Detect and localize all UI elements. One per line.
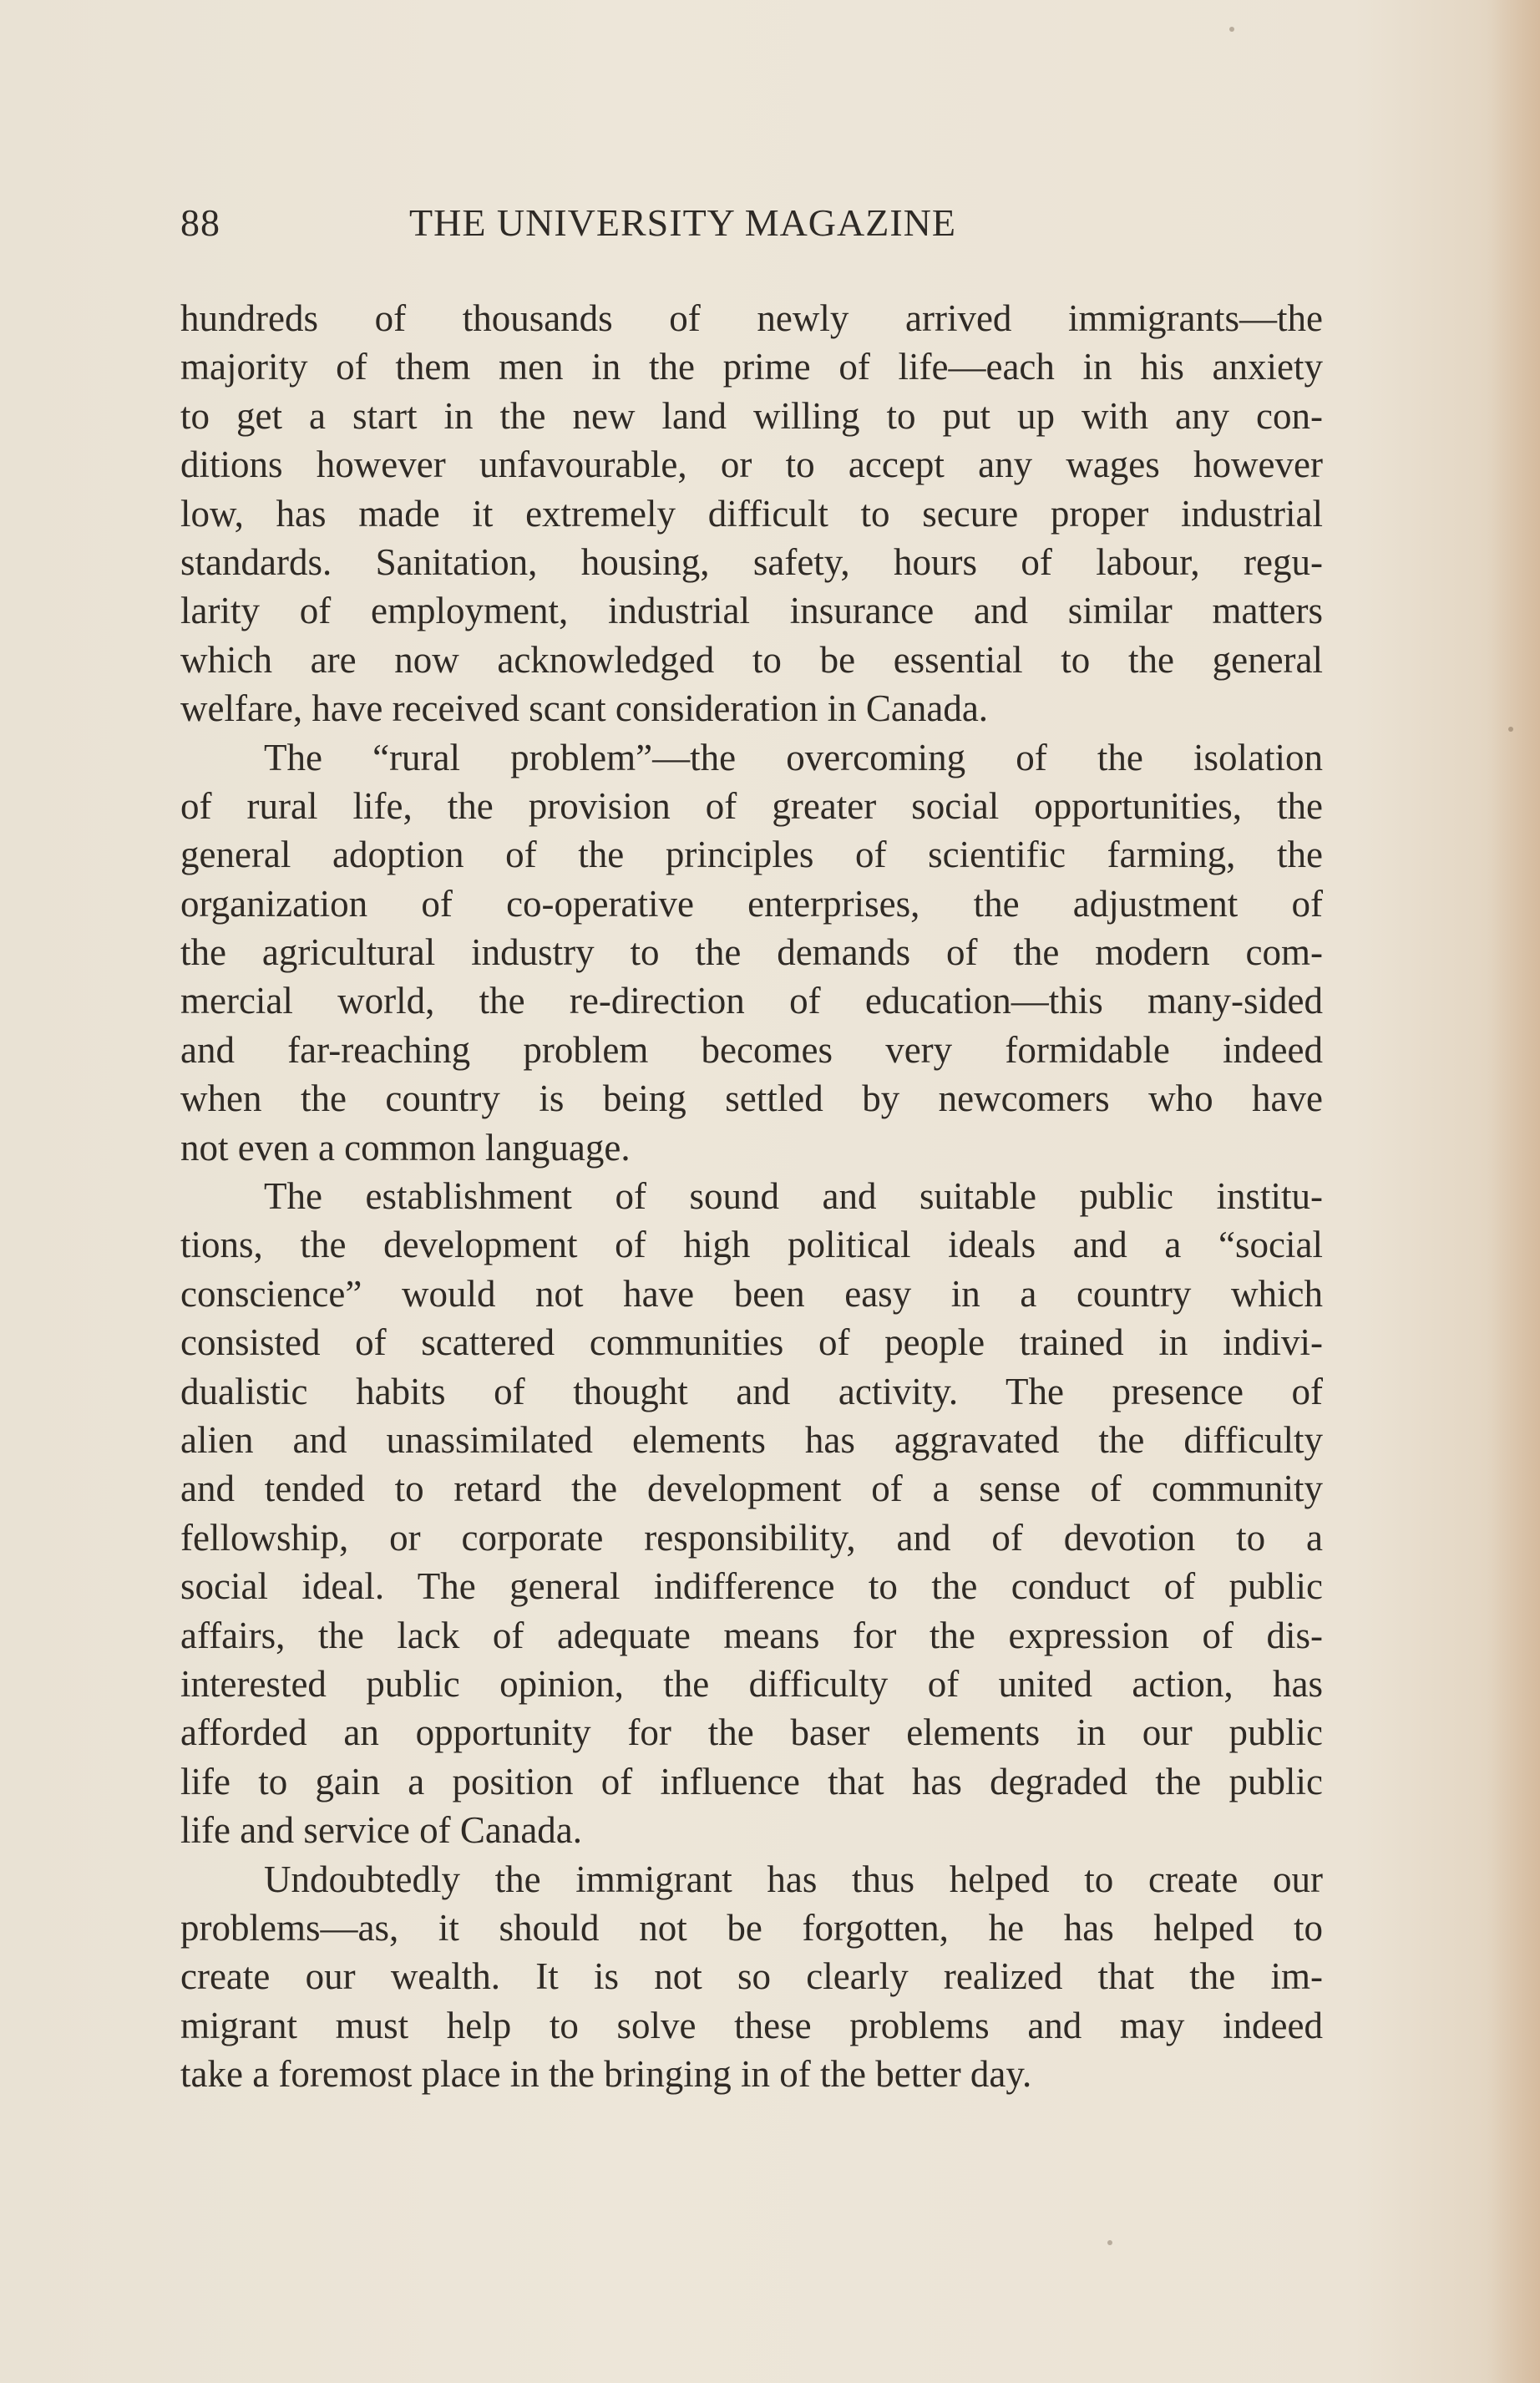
text-line: standards. Sanitation, housing, safety, hours of labour, regu-: [180, 540, 1323, 583]
text-line: The “rural problem”—the overcoming of the isolation: [264, 736, 1323, 778]
paper-speck: [1107, 2240, 1112, 2245]
text-line: when the country is being settled by newcomers who have: [180, 1077, 1323, 1120]
text-line: organization of co-operative enterprises, the adjustment of: [180, 882, 1323, 925]
text-line: consisted of scattered communities of people trained in indivi-: [180, 1321, 1323, 1364]
text-line: fellowship, or corporate responsibility, and of devotion to a: [180, 1516, 1323, 1559]
paper-speck: [1229, 27, 1234, 32]
text-line: hundreds of thousands of newly arrived immigrants—the: [180, 297, 1323, 339]
magazine-title: THE UNIVERSITY MAGAZINE: [409, 201, 956, 244]
text-line: low, has made it extremely difficult to secure proper industrial: [180, 492, 1323, 535]
text-line: welfare, have received scant consideration in Canada.: [180, 687, 989, 730]
text-line: afforded an opportunity for the baser elements in our public: [180, 1711, 1323, 1754]
text-line: life to gain a position of influence that has degraded the public: [180, 1760, 1323, 1802]
paragraph: [180, 1855, 1323, 2099]
text-line: and far-reaching problem becomes very formidable indeed: [180, 1028, 1323, 1071]
paragraph: [180, 294, 1323, 733]
paragraph: [180, 733, 1323, 1173]
text-line: larity of employment, industrial insurance and similar matters: [180, 590, 1323, 632]
text-line: The establishment of sound and suitable public institu-: [264, 1175, 1323, 1218]
text-line: interested public opinion, the difficulty of united action, has: [180, 1662, 1323, 1705]
text-line: affairs, the lack of adequate means for the expression of dis-: [180, 1614, 1323, 1656]
page-number: 88: [180, 201, 220, 244]
text-line: to get a start in the new land willing to put up with any con-: [180, 394, 1323, 437]
text-line: create our wealth. It is not so clearly realized that the im-: [180, 1955, 1323, 1998]
text-line: alien and unassimilated elements has aggravated the difficulty: [180, 1418, 1323, 1461]
text-line: the agricultural industry to the demands of the modern com-: [180, 931, 1323, 974]
text-line: migrant must help to solve these problems and may indeed: [180, 2004, 1323, 2046]
text-line: tions, the development of high political ideals and a “social: [180, 1224, 1323, 1266]
text-line: general adoption of the principles of scientific farming, the: [180, 834, 1323, 876]
text-line: which are now acknowledged to be essential to the general: [180, 638, 1323, 681]
text-line: social ideal. The general indifference to the conduct of public: [180, 1565, 1323, 1608]
text-line: ditions however unfavourable, or to accept any wages however: [180, 444, 1323, 486]
paragraph: [180, 1172, 1323, 1854]
text-line: of rural life, the provision of greater social opportunities, the: [180, 784, 1323, 827]
text-line: dualistic habits of thought and activity. The presence of: [180, 1370, 1323, 1412]
text-line: mercial world, the re-direction of education—this many-sided: [180, 980, 1323, 1022]
text-line: take a foremost place in the bringing in of the better day.: [180, 2053, 1032, 2096]
text-line: problems—as, it should not be forgotten, he has helped to: [180, 1906, 1323, 1949]
text-line: not even a common language.: [180, 1126, 631, 1169]
article-body: [180, 294, 1323, 2098]
text-line: majority of them men in the prime of life—each in his anxiety: [180, 346, 1323, 388]
paper-speck: [1508, 727, 1513, 732]
running-head: [180, 200, 1325, 251]
text-line: life and service of Canada.: [180, 1809, 583, 1852]
text-line: Undoubtedly the immigrant has thus helped to create our: [264, 1858, 1323, 1900]
text-line: conscience” would not have been easy in a country which: [180, 1272, 1323, 1315]
page-edge-shadow: [1490, 0, 1540, 2383]
text-line: and tended to retard the development of a sense of community: [180, 1468, 1323, 1510]
